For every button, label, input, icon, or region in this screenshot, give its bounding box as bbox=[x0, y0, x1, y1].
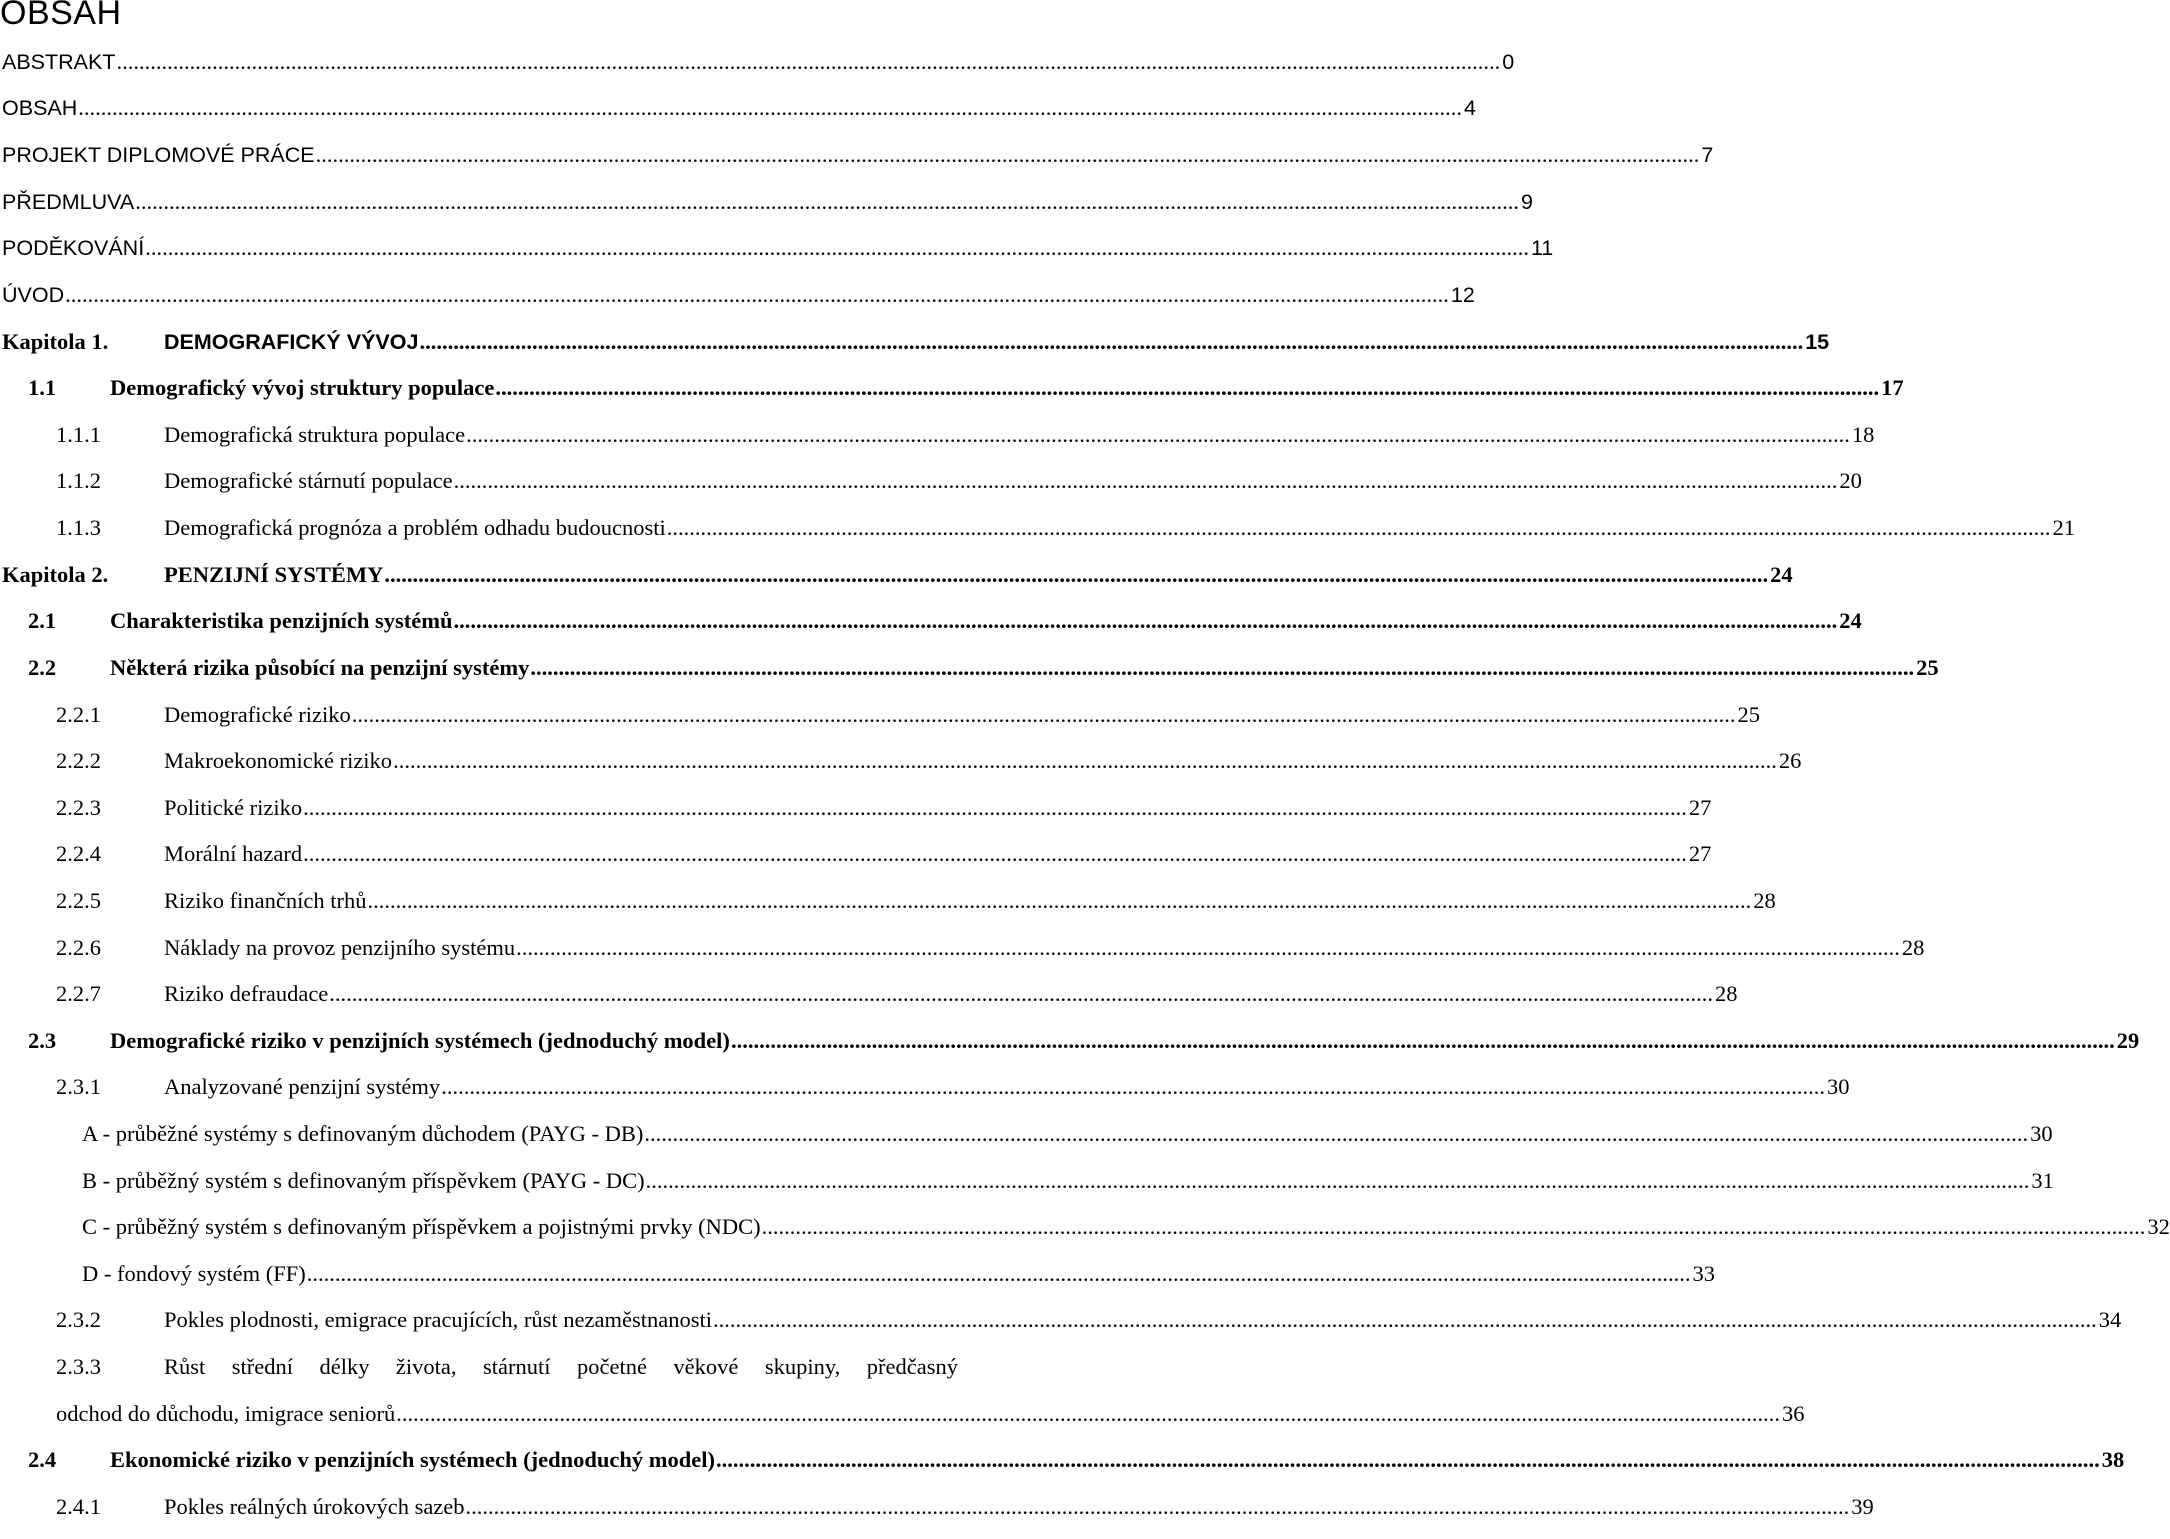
toc-entry-number: 2.2.5 bbox=[56, 888, 101, 913]
toc-dot-leader bbox=[316, 140, 1700, 170]
toc-dot-leader bbox=[466, 1492, 1850, 1522]
toc-entry-text: C - průběžný systém s definovaným příspěvkem a pojistnými prvky (NDC) bbox=[82, 1214, 761, 1239]
toc-entry-number: 2.2.3 bbox=[56, 795, 101, 820]
toc-entry[interactable] bbox=[56, 793, 1712, 823]
toc-dot-leader bbox=[117, 47, 1501, 77]
toc-entry-text: DEMOGRAFICKÝ VÝVOJ bbox=[164, 330, 419, 354]
toc-entry-text: Pokles reálných úrokových sazeb bbox=[164, 1494, 465, 1519]
toc-entry-text: A - průběžné systémy s definovaným důchodem (PAYG - DB) bbox=[82, 1121, 644, 1146]
toc-entry-text: PODĚKOVÁNÍ bbox=[2, 236, 145, 260]
toc-entry-text: odchod do důchodu, imigrace seniorů bbox=[56, 1401, 396, 1426]
toc-entry-page-number: 27 bbox=[1688, 841, 1712, 866]
toc-entry-number: 2.3.1 bbox=[56, 1074, 101, 1099]
toc-entry-page-number: 33 bbox=[1692, 1261, 1715, 1286]
toc-entry[interactable] bbox=[56, 1399, 1805, 1429]
toc-entry[interactable] bbox=[56, 1305, 2122, 1335]
toc-entry-page-number: 32 bbox=[2147, 1214, 2170, 1239]
toc-entry[interactable] bbox=[56, 1352, 958, 1382]
toc-dot-leader bbox=[731, 1026, 2115, 1056]
page-title: OBSAH bbox=[0, 0, 122, 32]
toc-entry[interactable] bbox=[56, 933, 1925, 963]
toc-entry-number: Kapitola 1. bbox=[2, 329, 109, 354]
toc-entry-text: ABSTRAKT bbox=[2, 50, 116, 74]
toc-entry[interactable] bbox=[82, 1166, 2054, 1196]
toc-entry[interactable] bbox=[2, 187, 1533, 217]
toc-entry-page-number: 18 bbox=[1851, 422, 1875, 447]
toc-entry-page-number: 38 bbox=[2101, 1447, 2125, 1472]
toc-entry-page-number: 25 bbox=[1737, 702, 1761, 727]
toc-entry[interactable] bbox=[28, 1026, 2140, 1056]
toc-entry-number: 2.2.7 bbox=[56, 981, 101, 1006]
toc-entry[interactable] bbox=[82, 1259, 1715, 1289]
toc-dot-leader bbox=[307, 1259, 1691, 1289]
toc-entry-text: Analyzované penzijní systémy bbox=[164, 1074, 441, 1099]
toc-dot-leader bbox=[303, 793, 1687, 823]
toc-dot-leader bbox=[644, 1119, 2028, 1149]
toc-entry-page-number: 25 bbox=[1916, 655, 1939, 680]
toc-entry-text: B - průběžný systém s definovaným příspěvkem (PAYG - DC) bbox=[82, 1168, 645, 1193]
toc-entry[interactable] bbox=[56, 886, 1776, 916]
toc-entry-number: 2.2.1 bbox=[56, 702, 101, 727]
toc-entry-text: Růst střední délky života, stárnutí početné věkové skupiny, předčasný bbox=[164, 1354, 958, 1379]
toc-dot-leader bbox=[762, 1212, 2146, 1242]
toc-entry[interactable] bbox=[28, 1445, 2125, 1475]
toc-entry-text: PŘEDMLUVA bbox=[2, 190, 135, 214]
toc-entry-text: PENZIJNÍ SYSTÉMY bbox=[164, 562, 384, 587]
toc-entry-number: 2.2.2 bbox=[56, 748, 101, 773]
toc-dot-leader bbox=[384, 560, 1768, 590]
toc-entry-page-number: 31 bbox=[2031, 1168, 2054, 1193]
toc-entry[interactable] bbox=[56, 839, 1712, 869]
toc-entry-page-number: 26 bbox=[1778, 748, 1802, 773]
toc-entry-text: Morální hazard bbox=[164, 841, 303, 866]
toc-entry-text: Náklady na provoz penzijního systému bbox=[164, 935, 516, 960]
toc-entry-page-number: 39 bbox=[1851, 1494, 1874, 1519]
toc-entry-text: Některá rizika působící na penzijní systémy bbox=[110, 655, 530, 680]
toc-entry[interactable] bbox=[56, 746, 1802, 776]
toc-entry-page-number: 17 bbox=[1881, 375, 1904, 400]
toc-dot-leader bbox=[441, 1072, 1825, 1102]
toc-entry-page-number: 28 bbox=[1901, 935, 1925, 960]
toc-entry[interactable] bbox=[56, 979, 1738, 1009]
toc-entry-text: Charakteristika penzijních systémů bbox=[110, 608, 453, 633]
toc-entry-page-number: 4 bbox=[1464, 96, 1476, 120]
toc-entry-page-number: 9 bbox=[1520, 190, 1533, 214]
toc-dot-leader bbox=[303, 839, 1687, 869]
toc-dot-leader bbox=[716, 1445, 2100, 1475]
toc-dot-leader bbox=[352, 700, 1736, 730]
toc-dot-leader bbox=[135, 187, 1519, 217]
toc-dot-leader bbox=[367, 886, 1751, 916]
toc-dot-leader bbox=[516, 933, 1900, 963]
toc-entry[interactable] bbox=[56, 513, 2075, 543]
toc-entry[interactable] bbox=[56, 466, 1862, 496]
toc-dot-leader bbox=[419, 327, 1803, 357]
toc-entry[interactable] bbox=[2, 93, 1476, 123]
toc-dot-leader bbox=[667, 513, 2051, 543]
toc-entry[interactable] bbox=[2, 47, 1515, 77]
toc-entry-text: Makroekonomické riziko bbox=[164, 748, 393, 773]
toc-entry[interactable] bbox=[82, 1212, 2170, 1242]
toc-entry-number: 2.4 bbox=[28, 1447, 57, 1472]
toc-entry-number: Kapitola 2. bbox=[2, 562, 109, 587]
toc-entry-number: 2.3.2 bbox=[56, 1307, 101, 1332]
toc-dot-leader bbox=[329, 979, 1713, 1009]
toc-entry-page-number: 30 bbox=[2030, 1121, 2053, 1146]
toc-entry-number: 1.1.3 bbox=[56, 515, 101, 540]
toc-entry-text: Demografická struktura populace bbox=[164, 422, 466, 447]
toc-dot-leader bbox=[713, 1305, 2097, 1335]
toc-entry-page-number: 0 bbox=[1502, 50, 1515, 74]
toc-entry[interactable] bbox=[82, 1119, 2053, 1149]
toc-entry-text: PROJEKT DIPLOMOVÉ PRÁCE bbox=[2, 143, 315, 167]
toc-entry-text: Riziko finančních trhů bbox=[164, 888, 367, 913]
toc-entry-page-number: 20 bbox=[1839, 468, 1862, 493]
toc-entry-text: Demografické stárnutí populace bbox=[164, 468, 453, 493]
toc-entry-text: Demografické riziko v penzijních systémech (jednoduchý model) bbox=[110, 1028, 730, 1053]
toc-entry-page-number: 28 bbox=[1715, 981, 1738, 1006]
toc-entry[interactable] bbox=[28, 653, 1939, 683]
toc-dot-leader bbox=[530, 653, 1914, 683]
toc-entry-text: Ekonomické riziko v penzijních systémech (jednoduchý model) bbox=[110, 1447, 715, 1472]
toc-dot-leader bbox=[65, 280, 1449, 310]
toc-entry-number: 2.2.4 bbox=[56, 841, 101, 866]
toc-entry-page-number: 30 bbox=[1826, 1074, 1850, 1099]
toc-entry-text: ÚVOD bbox=[2, 283, 65, 307]
toc-entry-text: OBSAH bbox=[2, 96, 78, 120]
toc-entry-text: Demografický vývoj struktury populace bbox=[110, 375, 495, 400]
toc-entry-number: 2.4.1 bbox=[56, 1494, 101, 1519]
toc-entry[interactable] bbox=[2, 233, 1554, 263]
toc-dot-leader bbox=[393, 746, 1777, 776]
toc-entry-page-number: 7 bbox=[1701, 143, 1714, 167]
toc-entry[interactable] bbox=[28, 606, 1862, 636]
toc-entry-text: Demografické riziko bbox=[164, 702, 351, 727]
toc-entry[interactable] bbox=[28, 373, 1904, 403]
toc-entry[interactable] bbox=[2, 327, 1830, 357]
toc-entry-page-number: 28 bbox=[1753, 888, 1776, 913]
toc-entry-page-number: 29 bbox=[2116, 1028, 2140, 1053]
toc-entry-text: Demografická prognóza a problém odhadu budoucnosti bbox=[164, 515, 666, 540]
toc-dot-leader bbox=[495, 373, 1879, 403]
toc-dot-leader bbox=[454, 466, 1838, 496]
toc-dot-leader bbox=[646, 1166, 2030, 1196]
toc-entry-page-number: 12 bbox=[1450, 283, 1475, 307]
toc-entry[interactable] bbox=[56, 700, 1761, 730]
toc-entry-text: Riziko defraudace bbox=[164, 981, 329, 1006]
toc-entry-page-number: 11 bbox=[1530, 236, 1554, 260]
toc-entry-number: 2.1 bbox=[28, 608, 57, 633]
toc-entry[interactable] bbox=[56, 1492, 1874, 1522]
toc-entry-number: 1.1.1 bbox=[56, 422, 101, 447]
toc-entry[interactable] bbox=[2, 560, 1793, 590]
toc-entry-number: 2.2.6 bbox=[56, 935, 101, 960]
toc-entry[interactable] bbox=[56, 1072, 1850, 1102]
toc-entry-page-number: 24 bbox=[1770, 562, 1793, 587]
toc-entry-page-number: 27 bbox=[1688, 795, 1712, 820]
toc-dot-leader bbox=[78, 93, 1462, 123]
toc-entry-number: 2.3 bbox=[28, 1028, 57, 1053]
toc-dot-leader bbox=[145, 233, 1529, 263]
toc-dot-leader bbox=[396, 1399, 1780, 1429]
toc-entry-page-number: 15 bbox=[1805, 330, 1830, 354]
toc-entry-number: 2.2 bbox=[28, 655, 57, 680]
toc-entry-number: 1.1 bbox=[28, 375, 57, 400]
toc-entry[interactable] bbox=[56, 420, 1875, 450]
toc-dot-leader bbox=[454, 606, 1838, 636]
toc-entry-number: 1.1.2 bbox=[56, 468, 101, 493]
toc-entry-page-number: 21 bbox=[2052, 515, 2075, 540]
toc-entry-page-number: 34 bbox=[2098, 1307, 2122, 1332]
toc-entry[interactable] bbox=[2, 140, 1714, 170]
toc-dot-leader bbox=[466, 420, 1850, 450]
toc-entry-page-number: 24 bbox=[1839, 608, 1862, 633]
toc-entry-text: D - fondový systém (FF) bbox=[82, 1261, 306, 1286]
toc-entry-page-number: 36 bbox=[1782, 1401, 1805, 1426]
toc-entry-number: 2.3.3 bbox=[56, 1354, 101, 1379]
toc-entry-text: Pokles plodnosti, emigrace pracujících, růst nezaměstnanosti bbox=[164, 1307, 712, 1332]
toc-entry-text: Politické riziko bbox=[164, 795, 303, 820]
toc-entry[interactable] bbox=[2, 280, 1475, 310]
